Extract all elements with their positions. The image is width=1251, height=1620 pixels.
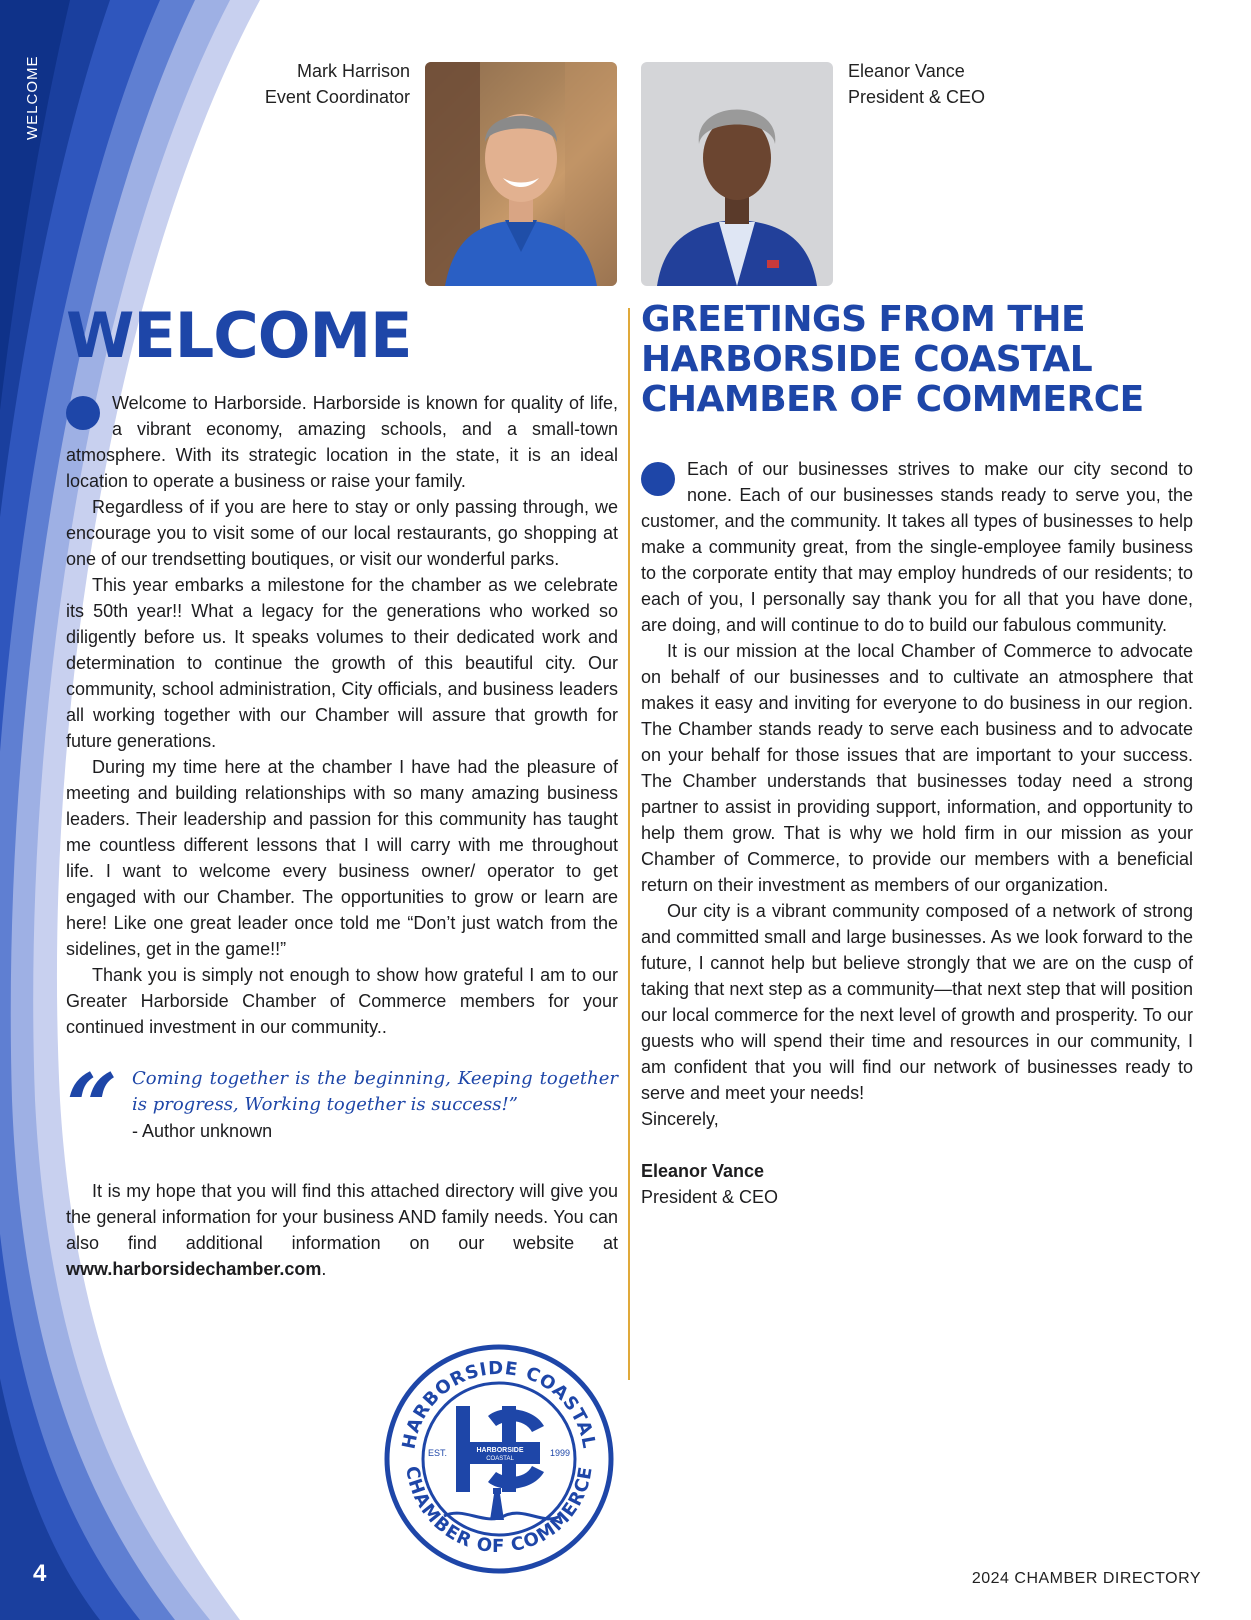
caption-mark <box>240 58 410 110</box>
closing-text: It is my hope that you will find this attached directory will give you the general information for your business AND family needs. You can also find additional information on our website at <box>66 1181 618 1253</box>
logo-bottom-text: CHAMBER OF COMMERCE <box>401 1464 597 1558</box>
paragraph: This year embarks a milestone for the chamber as we celebrate its 50th year!! What a legacy for the generations who worked so diligently before us. It speaks volumes to their dedicated work and determination to continue the growth of this beautiful city. Our community, school administration, City officials, and business leaders all working together with our Chamber will assure that growth for future generations. <box>66 575 618 751</box>
person-name: Mark Harrison <box>296 61 410 81</box>
pull-quote <box>66 1054 618 1160</box>
greetings-column <box>641 300 1193 1210</box>
person-title: Event Coordinator <box>264 87 410 107</box>
section-label: WELCOME <box>24 55 41 140</box>
paragraph: During my time here at the chamber I have had the pleasure of meeting and building relationships with so many amazing business leaders. Their leadership and passion for this community has taught me countless different lessons that I will carry with me throughout life. I want to welcome every business owner/ operator to get engaged with our Chamber. The opportunities to grow or learn are here! Like one great leader once told me “Don’t just watch from the sidelines, get in the game!!” <box>66 757 618 959</box>
paragraph: Each of our businesses strives to make our city second to none. Each of our businesses stands ready to serve you, the customer, and the community. It takes all types of businesses to help make a community great, from the single-employee family business to the corporate entity that may employ hundreds of our residents; to each of you, I personally say thank you for all that you have done, are doing, and will continue to do to build our fabulous community. <box>641 459 1193 635</box>
person-title: President & CEO <box>848 87 986 107</box>
paragraph: It is our mission at the local Chamber of Commerce to advocate on behalf of our businesses and to cultivate an atmosphere that makes it easy and inviting for everyone to do business in our region. The Chamber stands ready to serve each business and to advocate on your behalf for those issues that are important to your success. The Chamber understands that businesses today need a strong partner to assist in providing support, information, and opportunity to help them grow. That is why we hold firm in our mission as your Chamber of Commerce, to provide our members with a beneficial return on their investment as members of our organization. <box>641 641 1193 895</box>
quote-text: Coming together is the beginning, Keeping together is progress, Working together is success!” <box>132 1068 618 1115</box>
sign-off: Sincerely, <box>641 1109 719 1129</box>
person-name: Eleanor Vance <box>848 61 965 81</box>
portrait-photo-mark-harrison <box>425 62 617 286</box>
paragraph: Our city is a vibrant community composed of a network of strong and committed small and large businesses. As we look forward to the future, I cannot help but believe strongly that we are on the cusp of taking that next step as a community—that next step that will position our local commerce for the next level of growth and prosperity. To our guests who will spend their time and resources in our community, I am confident that you will find our network of businesses ready to serve and meet your needs! <box>641 901 1193 1103</box>
signer-title: President & CEO <box>641 1187 779 1207</box>
welcome-heading: WELCOME <box>66 299 412 372</box>
logo-est: EST. <box>428 1448 448 1458</box>
logo-inner-text: HARBORSIDE <box>476 1447 524 1454</box>
chamber-logo-seal <box>384 1344 614 1574</box>
logo-inner-text: COASTAL <box>486 1456 514 1462</box>
greetings-body <box>641 456 1193 1132</box>
column-divider <box>628 308 630 1380</box>
caption-eleanor <box>848 58 1048 110</box>
portrait-photo-eleanor-vance <box>641 62 833 286</box>
logo-top-text: HARBORSIDE COASTAL <box>398 1357 600 1451</box>
paragraph: Regardless of if you are here to stay or only passing through, we encourage you to visit some of our local restaurants, go shopping at one of our trendsetting boutiques, or visit our wonderful parks. <box>66 497 618 569</box>
footer-title: 2024 CHAMBER DIRECTORY <box>971 1570 1201 1587</box>
welcome-body <box>66 390 618 1040</box>
closing-end: . <box>321 1259 327 1279</box>
welcome-column <box>66 300 618 1282</box>
paragraph: Welcome to Harborside. Harborside is known for quality of life, a vibrant economy, amazing schools, and a small-town atmosphere. With its strategic location in the state, it is an ideal location to operate a business or raise your family. <box>66 393 618 491</box>
bullet-dot-icon <box>641 462 675 496</box>
page-number: 4 <box>33 1560 47 1587</box>
website-link[interactable]: www.harborsidechamber.com <box>66 1259 322 1279</box>
closing-paragraph <box>66 1178 618 1282</box>
quote-author: - Author unknown <box>132 1121 273 1141</box>
logo-year: 1999 <box>550 1448 571 1458</box>
greetings-heading: GREETINGS FROM THE HARBORSIDE COASTAL CHAMBER OF COMMERCE <box>641 299 1144 420</box>
quote-mark-icon: “ <box>66 1054 118 1160</box>
paragraph: Thank you is simply not enough to show how grateful I am to our Greater Harborside Chamber of Commerce members for your continued investment in our community.. <box>66 965 618 1037</box>
bullet-dot-icon <box>66 396 100 430</box>
signer-name: Eleanor Vance <box>641 1161 765 1181</box>
